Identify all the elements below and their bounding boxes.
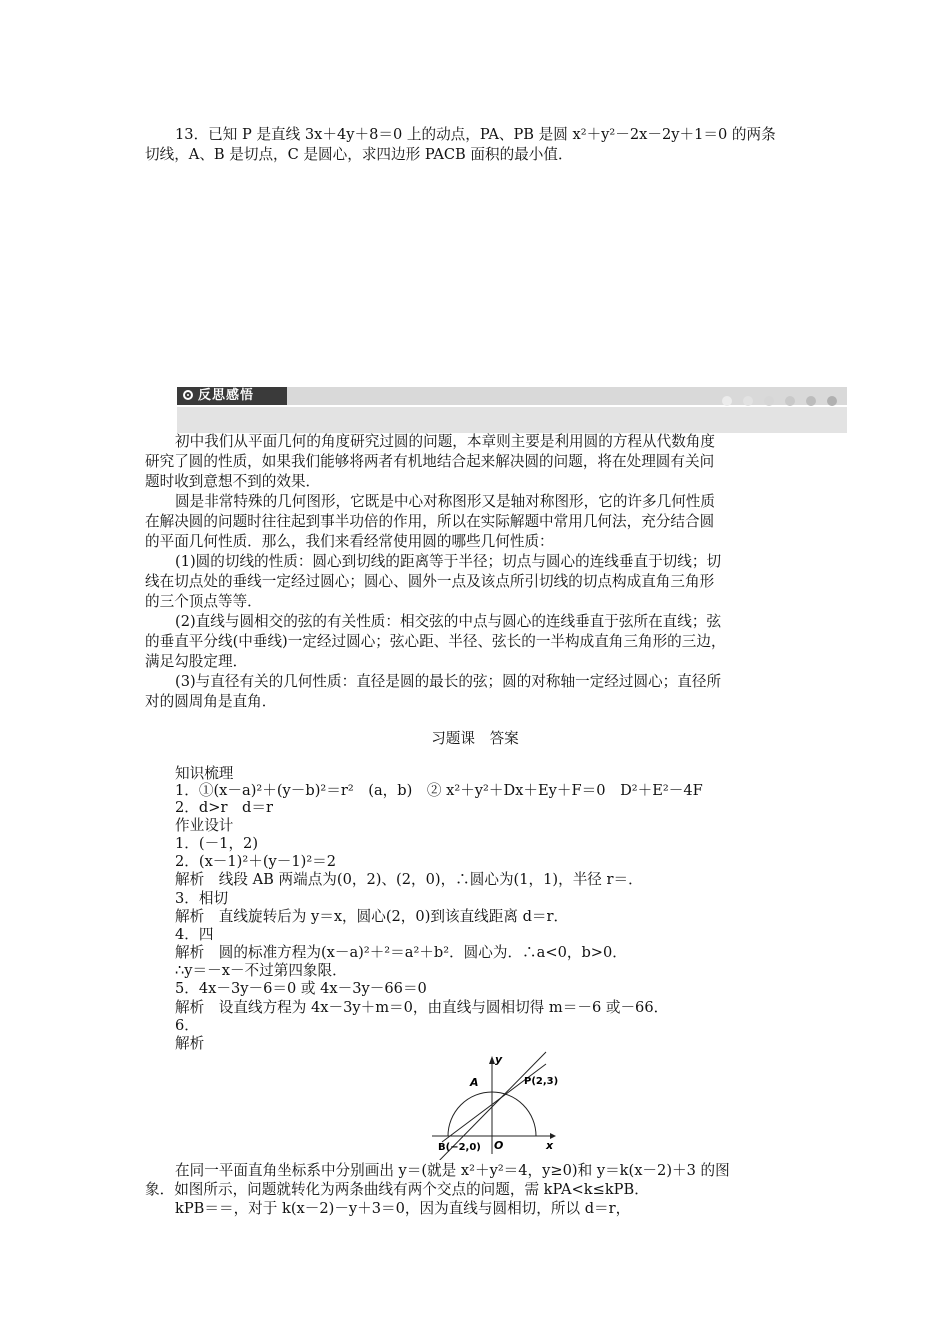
- reflection-line: 在解决圆的问题时往往起到事半功倍的作用，所以在实际解题中常用几何法，充分结合圆: [145, 513, 715, 530]
- banner-dots: [711, 391, 837, 410]
- answer-line: 知识梳理: [175, 765, 234, 782]
- answer-line: 解析 圆的标准方程为(x－a)²＋²＝a²＋b²．圆心为．∴a<0，b>0．: [175, 944, 627, 961]
- point-b-label: B(−2,0): [438, 1142, 481, 1153]
- reflection-line: 满足勾股定理．: [145, 653, 248, 670]
- final-line: kPB＝＝，对于 k(x－2)－y＋3＝0，因为直线与圆相切，所以 d＝r，: [175, 1200, 631, 1217]
- x-label: x: [546, 1139, 554, 1152]
- answer-line: 作业设计: [175, 817, 234, 834]
- answer-line: 1．①(x－a)²＋(y－b)²＝r² (a，b) ② x²＋y²＋Dx＋Ey＋F＝0 D²＋E²－4F: [175, 782, 703, 799]
- reflection-line: 的平面几何性质．那么，我们来看经常使用圆的哪些几何性质：: [145, 533, 554, 550]
- answer-line: 2．d>r d＝r: [175, 799, 273, 816]
- reflection-line: 对的圆周角是直角．: [145, 693, 277, 710]
- answers-title: 习题课 答案: [431, 730, 519, 747]
- problem-13-line-2: 切线，A、B 是切点，C 是圆心，求四边形 PACB 面积的最小值．: [145, 146, 573, 163]
- answer-line: ∴y＝－x－不过第四象限．: [175, 962, 347, 979]
- answer-line: 解析: [175, 1035, 205, 1052]
- dot-icon: [827, 396, 837, 406]
- reflection-line: 的垂直平分线(中垂线)一定经过圆心；弦心距、半径、弦长的一半构成直角三角形的三边，: [145, 633, 726, 650]
- banner-title-tag: [177, 387, 287, 405]
- answer-line: 2．(x－1)²＋(y－1)²＝2: [175, 853, 337, 870]
- reflection-banner: [177, 387, 847, 433]
- banner-shade: [177, 407, 847, 433]
- dot-icon: [722, 396, 732, 406]
- dot-icon: [806, 396, 816, 406]
- final-line: 在同一平面直角坐标系中分别画出 y＝(就是 x²＋y²＝4，y≥0)和 y＝k(x－2)＋3 的图: [175, 1162, 730, 1179]
- semicircle-line-figure: [428, 1050, 563, 1160]
- reflection-line: 圆是非常特殊的几何图形，它既是中心对称图形又是轴对称图形，它的许多几何性质: [175, 493, 715, 510]
- point-a-label: A: [470, 1076, 479, 1089]
- answer-line: 3．相切: [175, 890, 229, 907]
- reflection-line: (1)圆的切线的性质：圆心到切线的距离等于半径；切点与圆心的连线垂直于切线；切: [175, 553, 722, 570]
- reflection-line: (2)直线与圆相交的弦的有关性质：相交弦的中点与圆心的连线垂直于弦所在直线；弦: [175, 613, 722, 630]
- final-line: 象．如图所示，问题就转化为两条曲线有两个交点的问题，需 kPA<k≤kPB．: [145, 1181, 649, 1198]
- y-label: y: [495, 1053, 503, 1066]
- reflection-line: 线在切点处的垂线一定经过圆心；圆心、圆外一点及该点所引切线的切点构成直角三角形: [145, 573, 715, 590]
- problem-13-line-1: 13．已知 P 是直线 3x＋4y＋8＝0 上的动点，PA、PB 是圆 x²＋y²－2x－2y＋1＝0 的两条: [175, 126, 776, 143]
- dot-icon: [764, 396, 774, 406]
- answer-line: 解析 直线旋转后为 y＝x，圆心(2，0)到该直线距离 d＝r．: [175, 908, 569, 925]
- reflection-line: 初中我们从平面几何的角度研究过圆的问题，本章则主要是利用圆的方程从代数角度: [175, 433, 715, 450]
- answer-line: 1．(－1，2): [175, 835, 259, 852]
- reflection-line: 研究了圆的性质，如果我们能够将两者有机地结合起来解决圆的问题，将在处理圆有关问: [145, 453, 715, 470]
- reflection-line: (3)与直径有关的几何性质：直径是圆的最长的弦；圆的对称轴一定经过圆心；直径所: [175, 673, 722, 690]
- answer-line: 解析 设直线方程为 4x－3y＋m＝0，由直线与圆相切得 m＝－6 或－66．: [175, 999, 669, 1016]
- dot-icon: [785, 396, 795, 406]
- reflection-line: 的三个顶点等等．: [145, 593, 262, 610]
- banner-title: 反思感悟: [198, 388, 255, 403]
- origin-label: O: [494, 1139, 504, 1152]
- answer-line: 4．四: [175, 926, 214, 943]
- reflection-line: 题时收到意想不到的效果．: [145, 473, 321, 490]
- answer-line: 解析 线段 AB 两端点为(0，2)、(2，0)，∴圆心为(1，1)，半径 r＝．: [175, 871, 643, 888]
- answer-line: 6．: [175, 1017, 199, 1034]
- point-p-label: P(2,3): [524, 1076, 559, 1087]
- answer-line: 5．4x－3y－6＝0 或 4x－3y－66＝0: [175, 980, 427, 997]
- target-icon: [183, 390, 193, 400]
- dot-icon: [743, 396, 753, 406]
